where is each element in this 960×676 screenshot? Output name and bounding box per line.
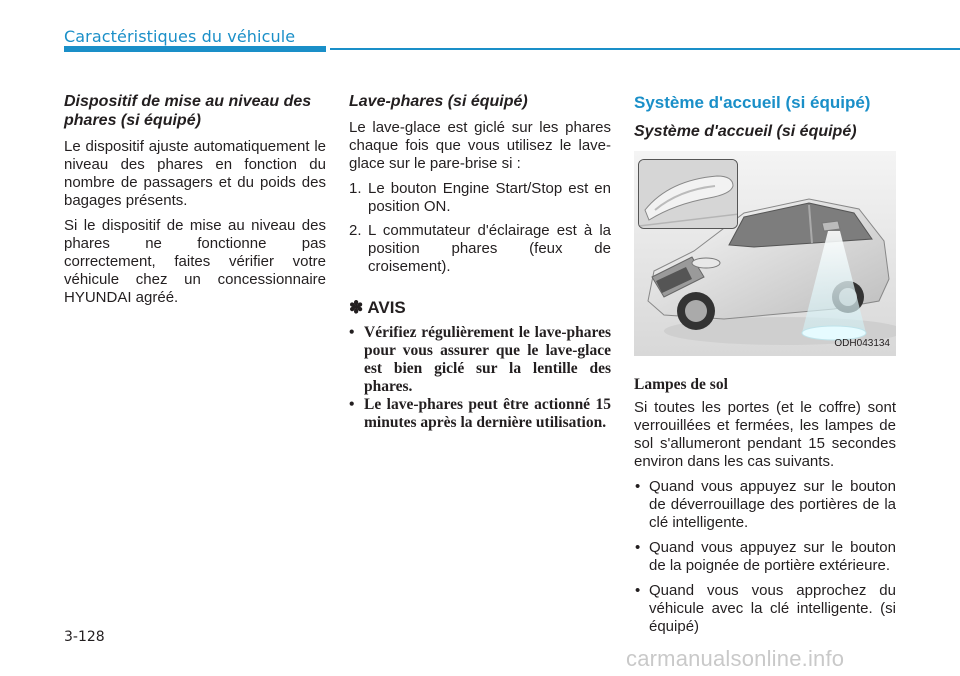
- figure-code: ODH043134: [834, 338, 890, 349]
- list-item: [349, 180, 611, 216]
- section-heading-welcome: Système d'accueil (si équipé): [634, 93, 871, 112]
- step-text: Le bouton Engine Start/Stop est en position ON.: [368, 180, 611, 215]
- notice-title: ✽ AVIS: [349, 298, 406, 317]
- washer-steps: [349, 180, 611, 276]
- notice-list: [349, 324, 611, 432]
- door-handle-illustration: [639, 160, 738, 229]
- condition-text: Quand vous appuyez sur le bouton de la poignée de portière extérieure.: [649, 539, 896, 574]
- door-handle-inset: [638, 159, 738, 229]
- header-rule-thin: [330, 48, 960, 50]
- paragraph-washer-intro: Le lave-glace est giclé sur les phares chaque fois que vous utilisez le lave-glace sur le pare-brise si :: [349, 119, 611, 172]
- column-headlight-leveling: [64, 92, 326, 314]
- ground-lamp-conditions: [634, 478, 896, 636]
- paragraph-ground-lamps: Si toutes les portes (et le coffre) sont verrouillées et fermées, les lampes de sol s'allumeront pendant 15 secondes environ dans les cas suivants.: [634, 399, 896, 470]
- notice-text: Le lave-phares peut être actionné 15 minutes après la dernière utilisation.: [364, 396, 611, 431]
- bullet-icon: •: [635, 478, 641, 495]
- list-item: [634, 539, 896, 575]
- bullet-icon: •: [635, 582, 641, 599]
- bullet-icon: •: [635, 539, 641, 556]
- heading-headlight-washer: Lave-phares (si équipé): [349, 93, 528, 110]
- list-item: [349, 396, 611, 432]
- notice-text: Vérifiez régulièrement le lave-phares pour vous assurer que le lave-glace est bien giclé sur la lentille des phares.: [364, 324, 611, 395]
- condition-text: Quand vous vous approchez du véhicule avec la clé intelligente. (si équipé): [649, 582, 896, 635]
- heading-headlight-leveling: Dispositif de mise au niveau des phares (si équipé): [64, 93, 312, 129]
- paragraph-leveling-1: Le dispositif ajuste automatiquement le niveau des phares en fonction du nombre de passagers et du poids des bagages présents.: [64, 138, 326, 209]
- column-welcome-system: [634, 93, 896, 643]
- step-number: 1.: [349, 180, 362, 197]
- heading-ground-lamps: Lampes de sol: [634, 376, 728, 393]
- bullet-icon: •: [349, 396, 355, 413]
- page-number: 3-128: [64, 629, 105, 645]
- list-item: [634, 582, 896, 636]
- list-item: [349, 324, 611, 396]
- sub-heading-welcome: Système d'accueil (si équipé): [634, 123, 857, 140]
- paragraph-leveling-2: Si le dispositif de mise au niveau des phares ne fonctionne pas correctement, faites vérifier votre véhicule chez un concessionnaire HYUNDAI agréé.: [64, 217, 326, 306]
- step-text: L commutateur d'éclairage est à la position phares (feux de croisement).: [368, 222, 611, 275]
- header-rule-thick: [64, 46, 326, 52]
- list-item: [349, 222, 611, 276]
- section-title: Caractéristiques du véhicule: [64, 27, 296, 46]
- welcome-lights-illustration: [634, 151, 896, 356]
- watermark: carmanualsonline.info: [626, 646, 845, 671]
- bullet-icon: •: [349, 324, 355, 341]
- condition-text: Quand vous appuyez sur le bouton de déverrouillage des portières de la clé intelligente.: [649, 478, 896, 531]
- step-number: 2.: [349, 222, 362, 239]
- column-headlight-washer: [349, 92, 611, 432]
- list-item: [634, 478, 896, 532]
